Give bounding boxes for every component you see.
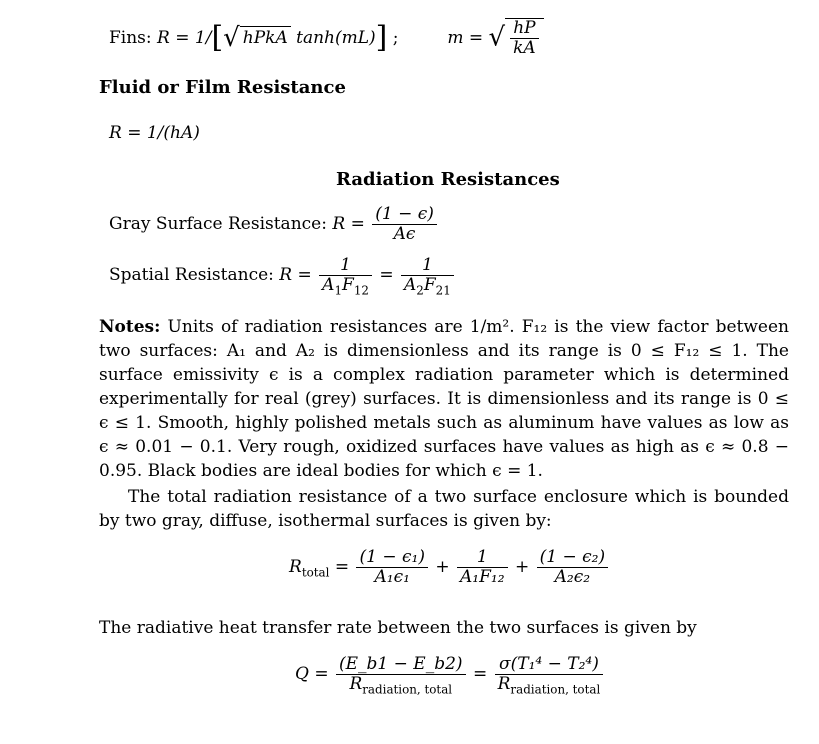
spatial-equation	[109, 255, 456, 298]
total-left-sub: total	[301, 565, 330, 580]
notes-paragraph-2: The total radiation resistance of a two surface enclosure which is bounded by two gray, diffuse, isothermal surfaces is given by:	[99, 487, 789, 531]
q-fraction-1: $\frac{(E\_b1 - E\_b2)}{R_{radiation, total}}$	[336, 655, 466, 694]
spatial-left: R =	[279, 265, 312, 286]
fins-equation	[109, 18, 544, 59]
total-equals: =	[334, 557, 350, 578]
heat-rate-equation	[295, 654, 605, 697]
q-left: Q =	[295, 664, 329, 685]
q-fraction-2: $\frac{\text{σ(T₁⁴ − T₂⁴)}}{R_{radiation, total}}$	[495, 655, 604, 694]
fins-sqrt: √ hPkA	[223, 21, 291, 56]
gray-fraction: $\frac{(1 - \epsilon)}{A\epsilon}$	[372, 205, 437, 244]
m-sqrt: √ $\frac{hP}{kA}$	[489, 18, 544, 58]
spatial-label: Spatial Resistance:	[109, 265, 274, 286]
m-eq-left: m =	[447, 27, 484, 48]
fins-label: Fins:	[109, 27, 152, 48]
gray-label: Gray Surface Resistance:	[109, 214, 327, 235]
gray-surface-equation	[109, 205, 439, 244]
gray-left: R =	[332, 214, 365, 235]
notes-paragraph	[99, 315, 789, 483]
total-term-3: $\frac{\text{(1 − ϵ₂)}}{\text{A₂ϵ₂}}$	[537, 548, 608, 587]
radiation-heading: Radiation Resistances	[336, 169, 560, 190]
fins-eq-left: R = 1/	[157, 27, 212, 48]
notes-text: Units of radiation resistances are 1/m². F₁₂ is the view factor between two surfaces: A₁ and A₂ is dimensionless and its range is 0 ≤ F₁₂ ≤ 1. The surface emissivity ϵ is a complex radiation parameter which is determined experimentally for real (grey) surfaces. It is dimensionless and its range is 0 ≤ ϵ ≤ 1. Smooth, highly polished metals such as aluminum have values as low as ϵ ≈ 0.01 − 0.1. Very rough, oxidized surfaces have values as high as ϵ ≈ 0.8 − 0.95. Black bodies are ideal bodies for which ϵ = 1.	[99, 317, 790, 481]
fins-separator: ;	[392, 27, 399, 48]
total-left: R	[289, 557, 302, 578]
fins-tanh: tanh(mL)	[296, 27, 376, 48]
total-plus-1: +	[435, 557, 450, 578]
notes-label: Notes:	[99, 317, 161, 337]
rate-text: The radiative heat transfer rate between the two surfaces is given by	[99, 618, 697, 638]
spatial-fraction-2: $\frac{1}{A_2F_{21}}$	[401, 256, 454, 295]
q-equals: =	[472, 664, 488, 685]
spatial-equals: =	[379, 265, 394, 286]
spatial-fraction-1: $\frac{1}{A_1F_{12}}$	[319, 256, 372, 295]
total-resistance-equation	[289, 548, 610, 587]
film-equation: R = 1/(hA)	[109, 123, 200, 143]
right-bracket: ]	[375, 20, 388, 55]
total-plus-2: +	[514, 557, 530, 578]
total-term-2: $\frac{1}{\text{A₁F₁₂}}$	[457, 548, 508, 587]
left-bracket: [	[211, 20, 224, 55]
film-heading: Fluid or Film Resistance	[99, 77, 346, 98]
total-term-1: $\frac{\text{(1 − ϵ₁)}}{\text{A₁ϵ₁}}$	[356, 548, 427, 587]
